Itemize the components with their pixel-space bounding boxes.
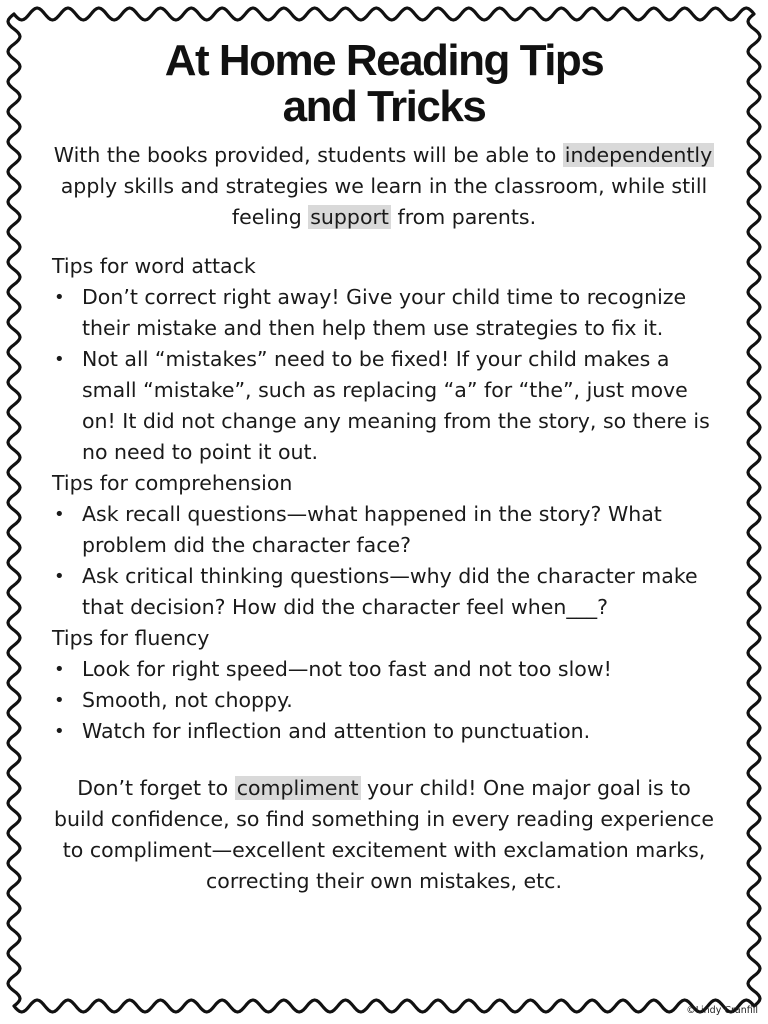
intro-text-start: With the books provided, students will be able to xyxy=(53,143,563,167)
page-title xyxy=(52,38,716,130)
list-item-text: Not all “mistakes” need to be fixed! If your child makes a small “mistake”, such as replacing “a” for “the”, just move on! It did not change any meaning from the story, so there is no need to point it out. xyxy=(82,347,710,464)
section-word-attack xyxy=(52,251,716,468)
flyer-content xyxy=(52,38,716,897)
highlight-support: support xyxy=(310,205,389,229)
list-item-text: Look for right speed—not too fast and not too slow! xyxy=(82,657,612,681)
intro-text-end: from parents. xyxy=(390,205,537,229)
list-item xyxy=(52,654,716,685)
closing-paragraph xyxy=(52,773,716,897)
list-item xyxy=(52,685,716,716)
section-comprehension xyxy=(52,468,716,623)
list-item xyxy=(52,716,716,747)
bullet-icon: • xyxy=(54,721,65,742)
list-item-text: Ask recall questions—what happened in the story? What problem did the character face? xyxy=(82,502,662,557)
copyright-notice: ©Lindy Cranfill xyxy=(686,1005,758,1016)
list-item xyxy=(52,499,716,561)
bullet-icon: • xyxy=(54,504,65,525)
outro-text-end: your child! One major goal is to build confidence, so find something in every reading experience to compliment—excellent excitement with exclamation marks, correcting their own mistakes, etc. xyxy=(53,776,715,893)
list-item xyxy=(52,282,716,344)
section-heading-word-attack: Tips for word attack xyxy=(52,254,256,278)
bullet-icon: • xyxy=(54,659,65,680)
intro-text-middle: apply skills and strategies we learn in the classroom, while still feeling xyxy=(60,174,708,229)
intro-paragraph xyxy=(52,140,716,233)
title-line-1: At Home Reading Tips xyxy=(164,36,604,85)
list-item-text: Don’t correct right away! Give your child time to recognize their mistake and then help them use strategies to fix it. xyxy=(82,285,687,340)
bullet-icon: • xyxy=(54,287,65,308)
bullet-icon: • xyxy=(54,349,65,370)
highlight-compliment: compliment xyxy=(236,776,359,800)
fluency-list xyxy=(52,654,716,747)
word-attack-list xyxy=(52,282,716,468)
bullet-icon: • xyxy=(54,690,65,711)
title-line-2: and Tricks xyxy=(282,82,486,131)
comprehension-list xyxy=(52,499,716,623)
section-heading-comprehension: Tips for comprehension xyxy=(52,471,293,495)
highlight-independently: independently xyxy=(564,143,713,167)
list-item xyxy=(52,561,716,623)
list-item xyxy=(52,344,716,468)
section-heading-fluency: Tips for fluency xyxy=(52,626,210,650)
list-item-text: Smooth, not choppy. xyxy=(82,688,293,712)
list-item-text: Ask critical thinking questions—why did the character make that decision? How did the character feel when___? xyxy=(82,564,698,619)
bullet-icon: • xyxy=(54,566,65,587)
list-item-text: Watch for inflection and attention to punctuation. xyxy=(82,719,591,743)
section-fluency xyxy=(52,623,716,747)
outro-text-start: Don’t forget to xyxy=(77,776,235,800)
